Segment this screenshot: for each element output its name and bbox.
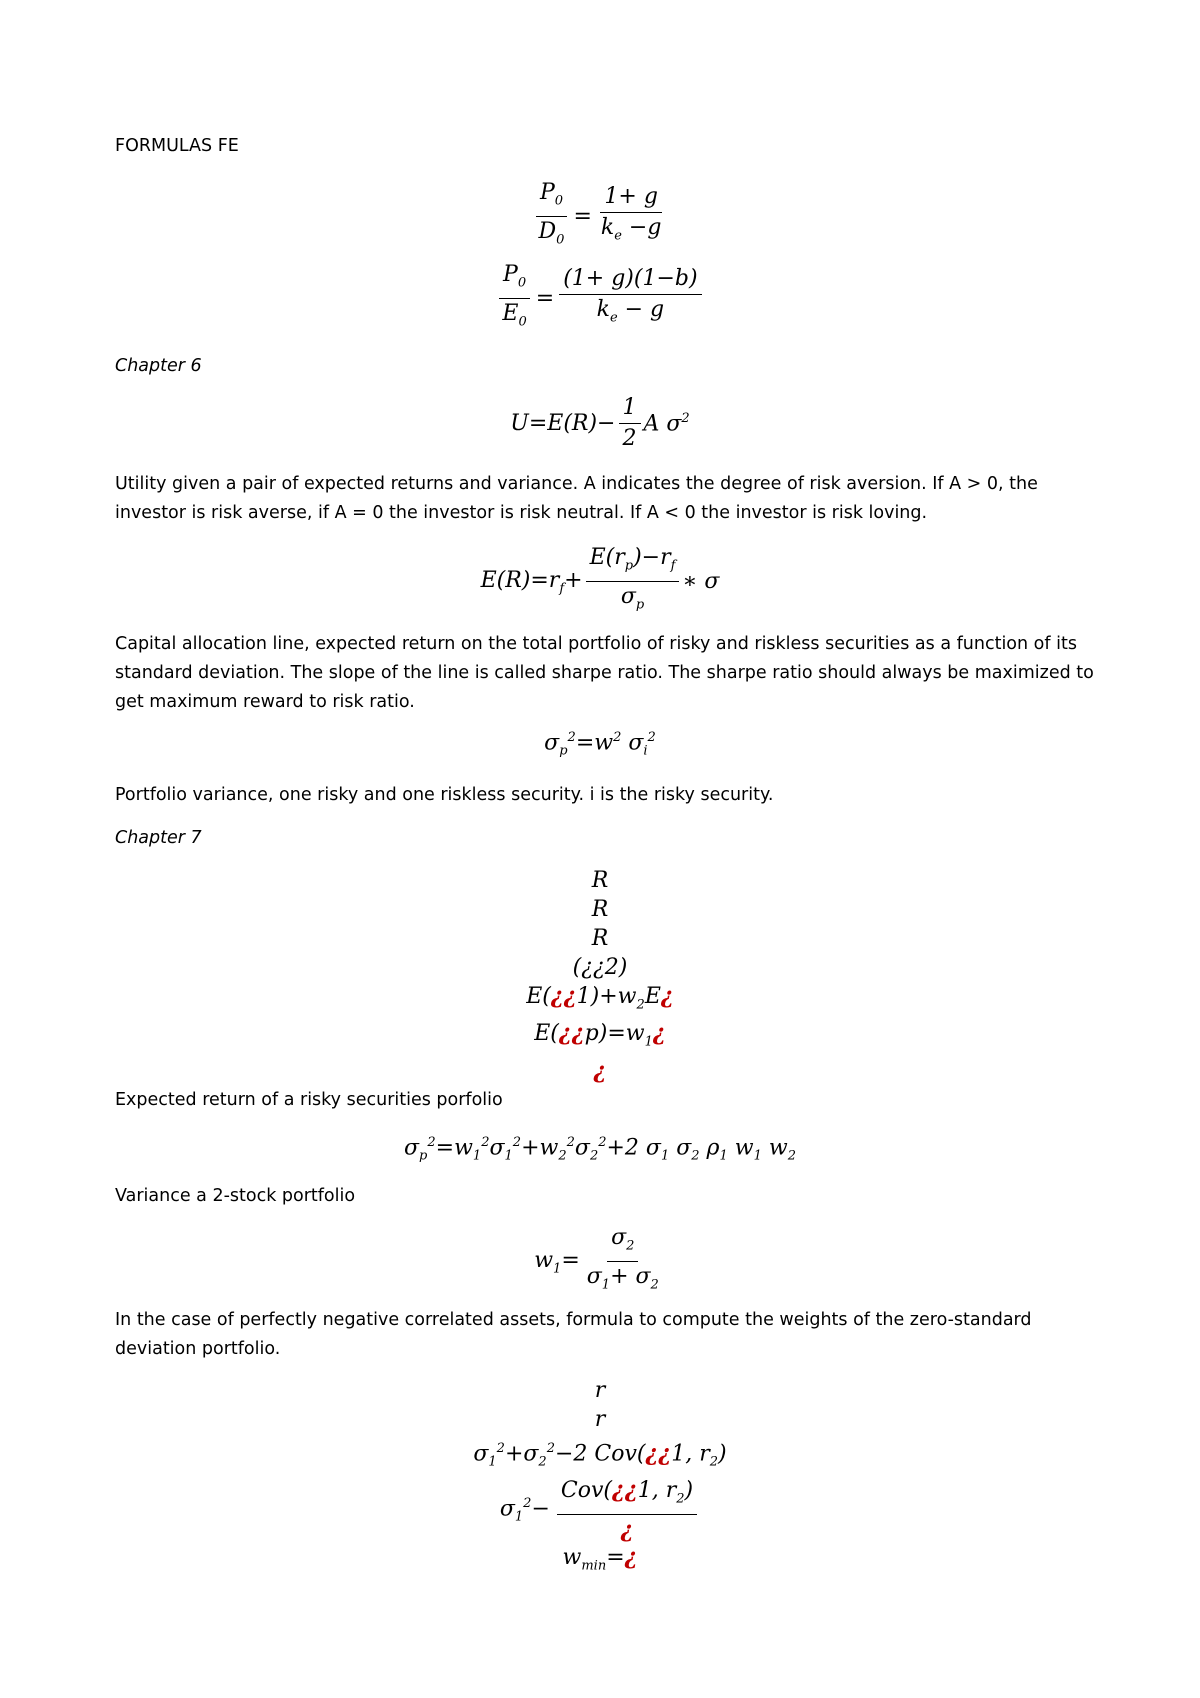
- formula-zero-sd-weight: $w_1=$ $\frac{\sigma_2}{\sigma_1+ \sigma_2}$: [534, 1225, 659, 1293]
- stack-line: $E(¿¿1)+w_2E¿$: [526, 983, 674, 1013]
- expected-return-description: Expected return of a risky securities porfolio: [115, 1090, 503, 1110]
- document-title: FORMULAS FE: [115, 136, 239, 156]
- variance2-description: Variance a 2-stock portfolio: [115, 1186, 356, 1206]
- formula-utility: U=E(R)− $\frac{1}{2}$ A $\sigma^2$: [510, 395, 690, 451]
- cal-description: Capital allocation line, expected return on the total portfolio of risky and riskless securities as a function of its standard deviation. The slope of the line is called sharpe ratio. The sharpe ratio should always be maximized to get maximum reward to risk ratio.: [115, 634, 1094, 712]
- stack-line: R: [591, 926, 609, 951]
- stack-line: R: [591, 897, 609, 922]
- stack-line: $\sigma_1^2-$ $\frac{Cov(¿¿1, r_2)}{¿}$: [0, 1477, 1200, 1543]
- stack-line: r: [594, 1378, 606, 1403]
- stack-line: R: [591, 868, 609, 893]
- stack-line: $w_{min}=¿$: [562, 1544, 638, 1574]
- formula-two-stock-variance: $\sigma_p^2=w_1^2\sigma_1^2+w_2^2\sigma_2^2+2$ $\sigma_1$ $\sigma_2$ $\rho_1$ $w_1$ $w_2$: [404, 1135, 796, 1164]
- stack-line: r: [594, 1407, 606, 1432]
- formula-expected-return-broken: [0, 866, 1200, 1086]
- formula-price-dividend: $\frac{P_0}{D_0}$ = $\frac{1+ g}{k_e -g}$: [0, 180, 1200, 254]
- formula-min-variance-weight-broken: [0, 1376, 1200, 1581]
- formula-capital-allocation-line: $E(R)=r_f+$ $\frac{E(r_p)-r_f}{\sigma_p}$ ∗ σ: [480, 545, 720, 613]
- formula-price-earnings: $\frac{P_0}{E_0}$ = $\frac{(1+ g)(1-b)}{k_e - g}$: [0, 262, 1200, 336]
- formula-portfolio-variance-one-risky: $\sigma_p^2=w^2$ $\sigma_i^2$: [544, 730, 656, 759]
- stack-line: $\sigma_1^2+\sigma_2^2-2$ Cov(¿¿1, $r_2$): [473, 1440, 727, 1470]
- chapter6-heading: Chapter 6: [115, 356, 202, 376]
- stack-line: ¿: [593, 1057, 607, 1084]
- stack-line: (¿¿2): [572, 955, 628, 980]
- stack-line: $E(¿¿p)=w_1¿$: [534, 1020, 666, 1050]
- chapter7-heading: Chapter 7: [115, 828, 202, 848]
- weights-description: In the case of perfectly negative correlated assets, formula to compute the weights of the zero-standard deviation portfolio.: [115, 1310, 1032, 1359]
- utility-description: Utility given a pair of expected returns and variance. A indicates the degree of risk aversion. If A > 0, the investor is risk averse, if A = 0 the investor is risk neutral. If A < 0 the investor is risk loving.: [115, 474, 1038, 523]
- variance-description: Portfolio variance, one risky and one riskless security. i is the risky security.: [115, 785, 774, 805]
